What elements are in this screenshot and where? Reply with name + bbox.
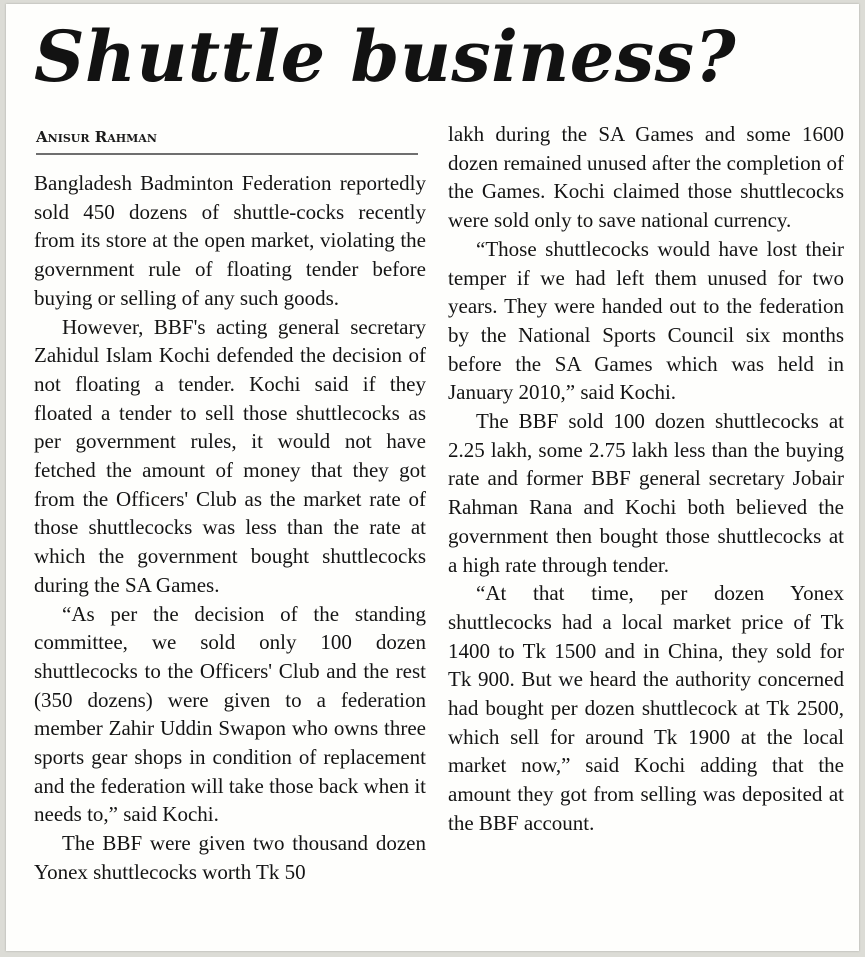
byline: Anisur Rahman [36,128,418,155]
paragraph: lakh during the SA Games and some 1600 dozen remained unused after the completion of the Games. Kochi claimed those shuttlecocks were sold only to save national currency. [448,122,844,233]
paragraph: The BBF were given two thousand dozen Yonex shuttlecocks worth Tk 50 [34,831,426,884]
article-column-left [34,169,426,887]
paragraph: “As per the decision of the standing committee, we sold only 100 dozen shuttlecocks to the Officers' Club and the rest (350 dozens) were given to a federation member Zahir Uddin Swapon who owns three sports gear shops in condition of replacement and the federation will take those back when it needs to,” said Kochi. [34,601,426,827]
paragraph: “At that time, per dozen Yonex shuttlecocks had a local market price of Tk 1400 to Tk 1500 and in China, they sold for Tk 900. But we heard the authority concerned had bought per dozen shuttlecock at Tk 2500, which sell for around Tk 1900 at the local market now,” said Kochi adding that the amount they got from selling was deposited at the BBF account. [448,581,844,835]
paragraph: Bangladesh Badminton Federation reportedly sold 450 dozens of shuttle-cocks recently from its store at the open market, violating the government rule of floating tender before buying or selling of any such goods. [34,171,426,310]
news-clipping [6,4,859,951]
paragraph: However, BBF's acting general secretary Zahidul Islam Kochi defended the decision of not floating a tender. Kochi said if they floated a tender to sell those shuttlecocks as per government rules, it would not have fetched the amount of money that they got from the Officers' Club as the market rate of those shuttlecocks was less than the rate at which the government bought shuttlecocks during the SA Games. [34,314,426,597]
paragraph: “Those shuttlecocks would have lost their temper if we had left them unused for two years. They were handed out to the federation by the National Sports Council six months before the SA Games which was held in January 2010,” said Kochi. [448,236,844,405]
paragraph: The BBF sold 100 dozen shuttlecocks at 2.25 lakh, some 2.75 lakh less than the buying rate and former BBF general secretary Jobair Rahman Rana and Kochi both believed the government then bought those shuttlecocks at a high rate through tender. [448,409,844,577]
headline: Shuttle business? [34,15,737,98]
article-column-right [448,120,844,838]
